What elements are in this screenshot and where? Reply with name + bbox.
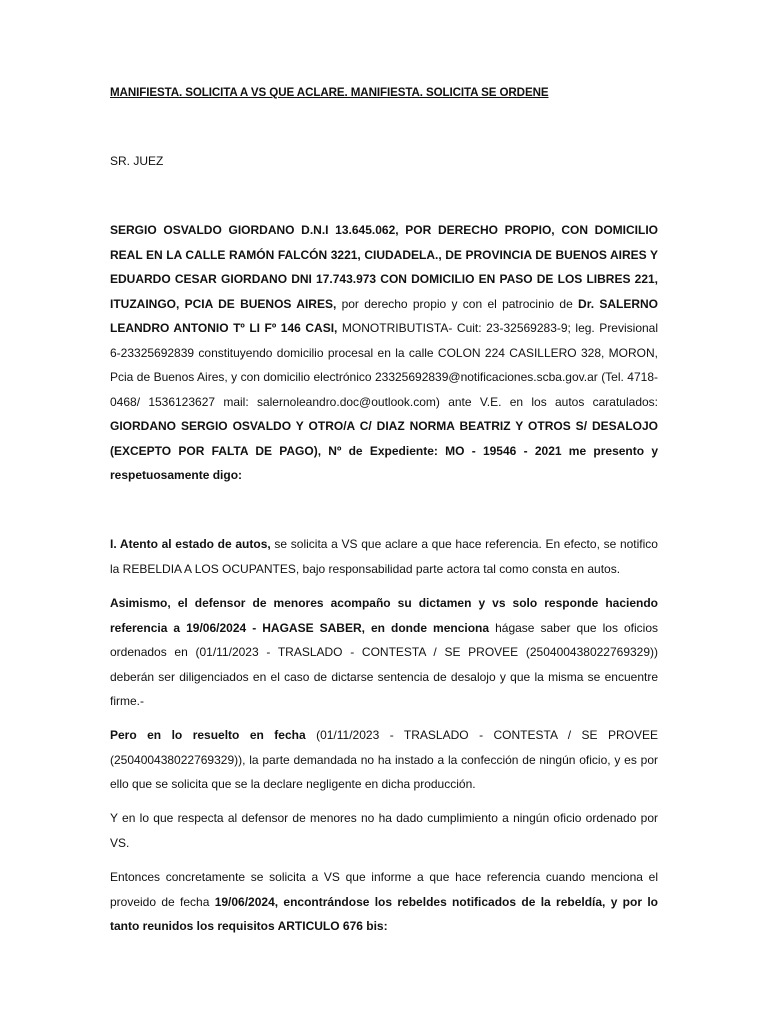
request-text: Entonces concretamente se solicita a VS que informe a que hace referencia cuando menciona el proveido de fecha xyxy=(110,870,658,909)
section-one-heading: I. Atento al estado de autos, xyxy=(110,537,271,551)
paragraph-request xyxy=(110,865,658,939)
resolution-text: (01/11/2023 - TRASLADO - CONTESTA / SE PROVEE (250400438022769329)), la parte demandada no ha instado a la confección de ningún oficio, y es por ello que se solicita que se la declare negligente en dicha producción. xyxy=(110,728,658,791)
paragraph-presentation xyxy=(110,218,658,488)
attorney-name: Dr. SALERNO LEANDRO ANTONIO Tº LI Fº 146 CASI, xyxy=(110,296,659,335)
resolution-lead: Pero en lo resuelto en fecha xyxy=(110,728,306,742)
attorney-details: MONOTRIBUTISTA- Cuit: 23-32569283-9; leg. Previsional 6-23325692839 constituyendo domicilio procesal en la calle COLON 224 CASILLERO 328, MORON, Pcia de Buenos Aires, y con domicilio electrónico 23325692839@notificaciones.scba.gov.ar (Tel. 4718-0468/ 1536123627 mail: salernoleandro.doc@outlook.com) ante V.E. en los autos caratulados: xyxy=(110,321,659,409)
paragraph-compliance xyxy=(110,806,658,855)
case-caption: GIORDANO SERGIO OSVALDO Y OTRO/A C/ DIAZ NORMA BEATRIZ Y OTROS S/ DESALOJO (EXCEPTO POR FALTA DE PAGO), Nº de Expediente: MO - 19546 - 2021 me presento y respetuosamente digo: xyxy=(110,419,658,482)
paragraph-section-one xyxy=(110,532,658,581)
paragraph-resolution xyxy=(110,723,658,797)
request-bold: 19/06/2024, encontrándose los rebeldes notificados de la rebeldía, y por lo tanto reunidos los requisitos ARTICULO 676 bis: xyxy=(110,894,658,933)
defensor-quote: hágase saber que los oficios ordenados en (01/11/2023 - TRASLADO - CONTESTA / SE PROVEE (250400438022769329)) deberán ser diligenciados en el caso de dictarse sentencia de desalojo y que la misma se encuentre firme.- xyxy=(110,620,658,708)
section-one-text: se solicita a VS que aclare a que hace referencia. En efecto, se notifico la REBELDIA A LOS OCUPANTES, bajo responsabilidad parte actora tal como consta en autos. xyxy=(110,537,658,576)
defensor-statement: Asimismo, el defensor de menores acompaño su dictamen y vs solo responde haciendo referencia a 19/06/2024 - HAGASE SABER, en donde menciona xyxy=(110,596,658,635)
paragraph-defensor xyxy=(110,591,658,714)
compliance-text: Y en lo que respecta al defensor de menores no ha dado cumplimiento a ningún oficio ordenado por VS. xyxy=(110,811,658,850)
parties-identification: SERGIO OSVALDO GIORDANO D.N.I 13.645.062, POR DERECHO PROPIO, CON DOMICILIO REAL EN LA CALLE RAMÓN FALCÓN 3221, CIUDADELA., DE PROVINCIA DE BUENOS AIRES Y EDUARDO CESAR GIORDANO DNI 17.743.973 CON DOMICILIO EN PASO DE LOS LIBRES 221, ITUZAINGO, PCIA DE BUENOS AIRES, xyxy=(110,223,658,311)
sponsorship-text: por derecho propio y con el patrocinio de xyxy=(336,296,579,311)
document-title: MANIFIESTA. SOLICITA A VS QUE ACLARE. MANIFIESTA. SOLICITA SE ORDENE xyxy=(110,86,549,99)
addressee: SR. JUEZ xyxy=(110,154,164,168)
